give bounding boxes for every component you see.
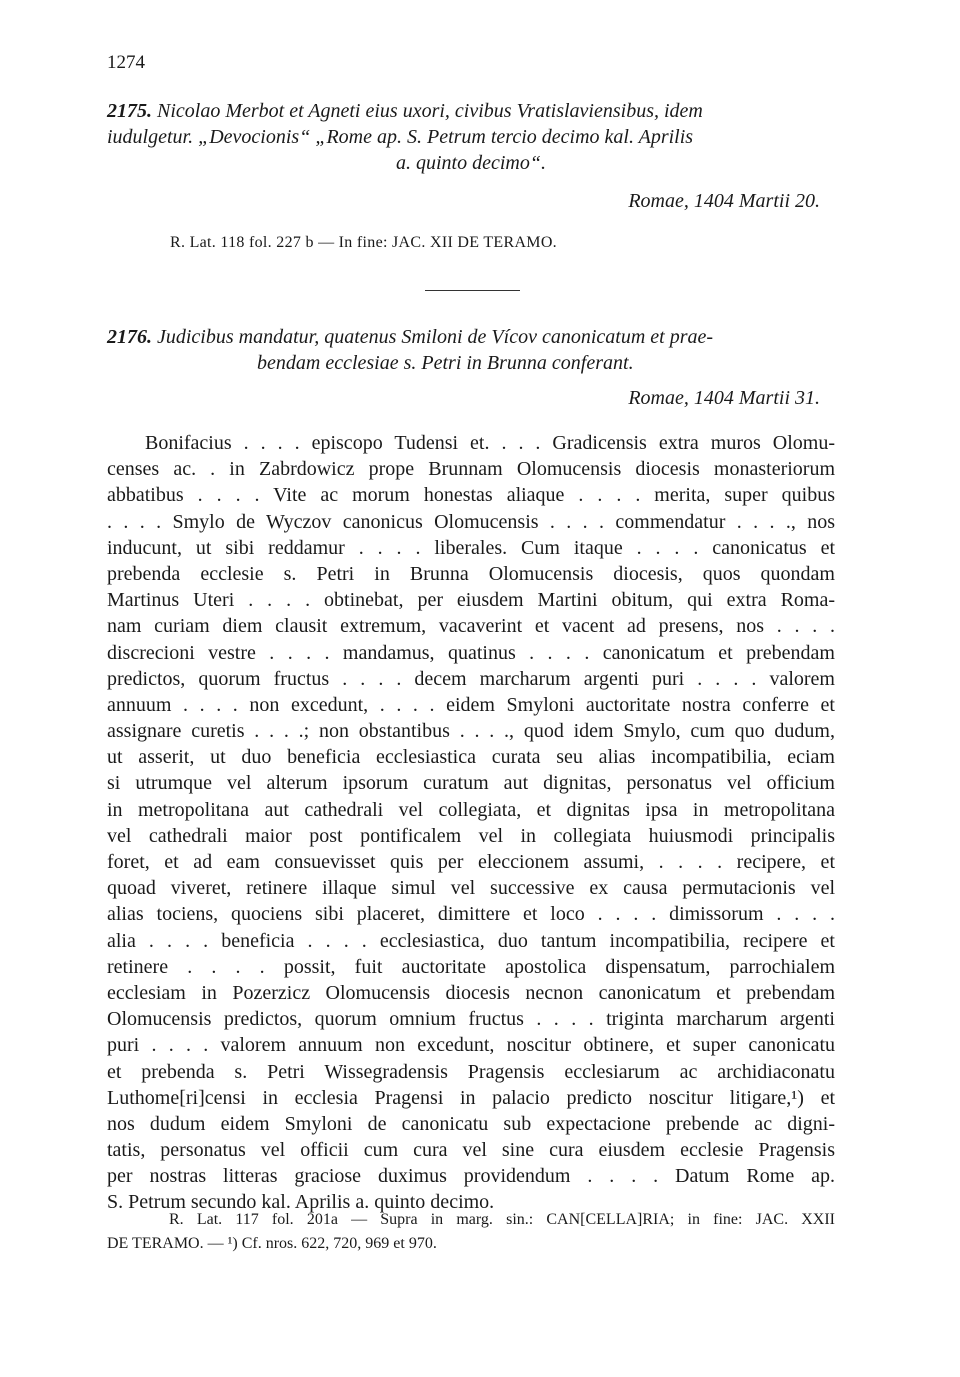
body-line: Luthome[ri]censi in ecclesia Pragensi in palacio predicto noscitur litigare,¹) et [107, 1086, 835, 1109]
body-line: puri . . . . valorem annuum non excedunt, noscitur obtinere, et super canonicatu [107, 1034, 835, 1057]
body-line: in metropolitana aut cathedrali vel collegiata, et dignitas ipsa in metropolitana [107, 798, 835, 821]
body-line: tatis, personatus vel officii cum cura vel sine cura eiusdem ecclesie Pragensis [107, 1139, 835, 1162]
body-line: Martinus Uteri . . . . obtinebat, per eiusdem Martini obitum, qui extra Roma- [107, 589, 835, 612]
entry-summary-line: a. quinto decimo“. [396, 152, 546, 174]
body-line: censes ac. . in Zabrdowicz prope Brunnam Olomucensis diocesis monasteriorum [107, 458, 835, 481]
body-line: per nostras litteras graciose duximus providendum . . . . Datum Rome ap. [107, 1165, 835, 1188]
entry-2175-heading [107, 98, 835, 176]
body-line: foret, et ad eam consuevisset quis per eleccionem assumi, . . . . recipere, et [107, 851, 835, 873]
body-line: quoad viveret, retinere illaque simul vel successive ex causa permutacionis vel [107, 877, 835, 900]
entry-2175-date: Romae, 1404 Martii 20. [628, 190, 820, 212]
body-line: assignare curetis . . . .; non obstantibus . . . ., quod idem Smylo, cum quo dudum, [107, 720, 835, 743]
entry-2176-date: Romae, 1404 Martii 31. [628, 387, 820, 409]
body-line: abbatibus . . . . Vite ac morum honestas aliaque . . . . merita, super quibus [107, 484, 835, 507]
entry-summary-line: bendam ecclesiae s. Petri in Brunna conferant. [257, 352, 634, 374]
body-line: inducunt, ut sibi reddamur . . . . liberales. Cum itaque . . . . canonicatus et [107, 536, 835, 559]
body-line: S. Petrum secundo kal. Aprilis a. quinto decimo. [107, 1191, 495, 1214]
body-line: ecclesiam in Pozerzicz Olomucensis diocesis necnon canonicatum et prebendam [107, 981, 835, 1004]
body-line: nos dudum eidem Smyloni de canonicatu sub expectacione prebende ac digni- [107, 1112, 835, 1135]
body-line: discrecioni vestre . . . . mandamus, quatinus . . . . canonicatum et prebendam [107, 641, 835, 664]
body-line: et prebenda s. Petri Wissegradensis Pragensis ecclesiarum ac archidiaconatu [107, 1060, 835, 1083]
letter-body [107, 430, 835, 1216]
body-line: nam curiam diem clausit extremum, vacaverint et vacent ad presens, nos . . . . [107, 615, 835, 638]
footnote-line: DE TERAMO. — ¹) Cf. nros. 622, 720, 969 et 970. [107, 1235, 437, 1252]
body-line: . . . . Smylo de Wyczov canonicus Olomucensis . . . . commendatur . . . ., nos [107, 510, 835, 533]
section-divider [425, 290, 520, 291]
body-line: vel cathedrali maior post pontificalem vel in collegiata huiusmodi principalis [107, 824, 835, 847]
entry-summary-line: iudulgetur. „Devocionis“ „Rome ap. S. Petrum tercio decimo kal. Aprilis [107, 126, 694, 148]
entry-summary-line: Nicolao Merbot et Agneti eius uxori, civibus Vratislaviensibus, idem [157, 100, 703, 122]
entry-2176-heading [107, 324, 835, 376]
body-line: alias tociens, quociens sibi placeret, dimittere et loco . . . . dimissorum . . . . [107, 903, 835, 926]
body-line: si utrumque vel alterum ipsorum curatum aut dignitas, personatus vel officium [107, 772, 835, 795]
body-line: predictos, quorum fructus . . . . decem marcharum argenti puri . . . . valorem [107, 667, 835, 690]
source-footnote [107, 1208, 835, 1256]
body-line: ut asserit, ut duo beneficia ecclesiastica curata seu alias incompatibilia, eciam [107, 746, 835, 769]
entry-number: 2176. [107, 326, 152, 348]
body-line: Bonifacius . . . . episcopo Tudensi et. . . . Gradicensis extra muros Olomu- [145, 432, 835, 454]
entry-summary-line: Judicibus mandatur, quatenus Smiloni de Vícov canonicatum et prae- [157, 326, 714, 348]
footnote-line: R. Lat. 117 fol. 201a — Supra in marg. sin.: CAN[CELLA]RIA; in fine: JAC. XXII [169, 1211, 835, 1228]
page-number: 1274 [107, 52, 145, 73]
body-line: Olomucensis predictos, quorum omnium fructus . . . . triginta marcharum argenti [107, 1008, 835, 1031]
body-line: annuum . . . . non excedunt, . . . . eidem Smyloni auctoritate nostra conferre et [107, 693, 835, 716]
entry-number: 2175. [107, 100, 152, 122]
body-line: alia . . . . beneficia . . . . ecclesiastica, duo tantum incompatibilia, recipere et [107, 929, 835, 952]
entry-2175-source: R. Lat. 118 fol. 227 b — In fine: JAC. XII DE TERAMO. [170, 234, 557, 251]
body-line: prebenda ecclesie s. Petri in Brunna Olomucensis diocesis, quos quondam [107, 562, 835, 585]
body-line: retinere . . . . possit, fuit auctoritate apostolica dispensatum, parrochialem [107, 955, 835, 978]
